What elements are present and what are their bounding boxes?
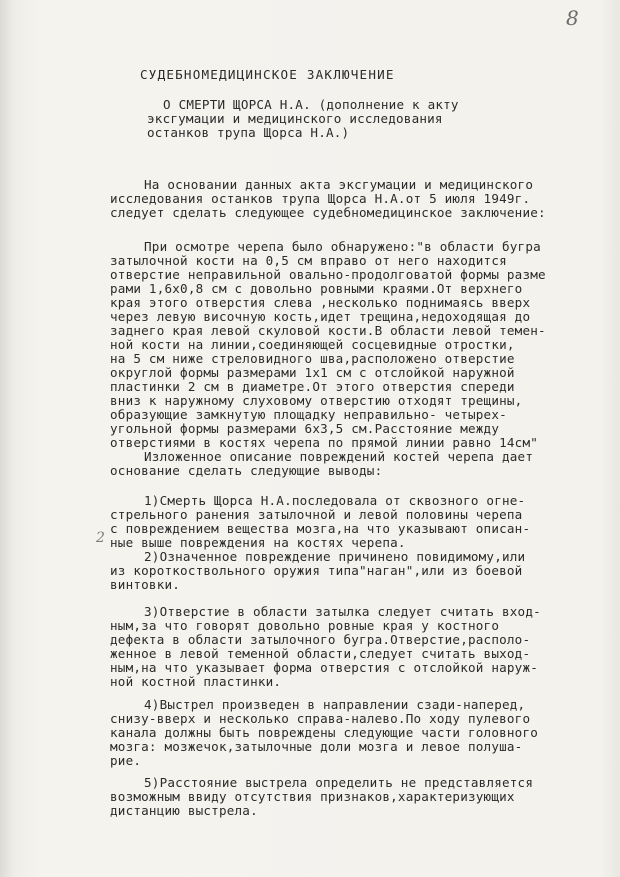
conclusion-4-line: 4)Выстрел произведен в направлении сзади-наперед, — [144, 697, 526, 712]
findings-line: ной кости на линии,соединяющей сосцевидные отростки, — [110, 337, 515, 352]
findings-line: края этого отверстия слева ,несколько поднимаясь вверх — [110, 295, 531, 310]
findings-line: основание сделать следующие выводы: — [110, 463, 383, 478]
conclusion-3-line: ным,за что говорят довольно ровные края у костного — [110, 618, 500, 633]
findings-line: угольной формы размерами 6х3,5 см.Расстояние между — [110, 421, 500, 436]
findings-line: через левую височную кость,идет трещина,недоходящая до — [110, 309, 531, 324]
conclusion-2-line: винтовки. — [110, 577, 181, 592]
intro-line: следует сделать следующее судебномедицинское заключение: — [110, 205, 546, 220]
findings-line: При осмотре черепа было обнаружено:"в области бугра — [144, 239, 541, 254]
findings-line: заднего края левой скуловой кости.В области левой темен- — [110, 323, 546, 338]
conclusion-1-line: ные выше повреждения на костях черепа. — [110, 535, 406, 550]
conclusion-2-line: 2)Означенное повреждение причинено повидимому,или — [144, 549, 526, 564]
subtitle-line: останков трупа Щорса Н.А.) — [147, 125, 350, 140]
conclusion-4-line: мозга: мозжечок,затылочные доли мозга и левое полуша- — [110, 739, 523, 754]
findings-line: отверстиями в костях черепа по прямой линии равно 14см" — [110, 435, 539, 450]
conclusion-3-line: ной костной пластинки. — [110, 674, 282, 689]
findings-line: пластинки 2 см в диаметре.От этого отверстия спереди — [110, 379, 515, 394]
findings-line: рами 1,6х0,8 см с довольно ровными краями.От верхнего — [110, 281, 523, 296]
conclusion-3-line: 3)Отверстие в области затылка следует считать вход- — [144, 604, 541, 619]
intro-line: На основании данных акта эксгумации и медицинского — [144, 177, 534, 192]
findings-line: на 5 см ниже стреловидного шва,расположено отверстие — [110, 351, 515, 366]
page-number: 8 — [566, 6, 579, 30]
conclusion-2-line: из короткоствольного оружия типа"наган",или из боевой — [110, 563, 523, 578]
conclusion-1-line: 1)Смерть Щорса Н.А.последовала от сквозного огне- — [144, 493, 526, 508]
margin-note: 2 — [96, 530, 105, 546]
subtitle-line: эксгумации и медицинского исследования — [147, 111, 443, 126]
findings-line: затылочной кости на 0,5 см вправо от него находится — [110, 253, 507, 268]
conclusion-4-line: снизу-вверх и несколько справа-налево.По ходу пулевого — [110, 711, 531, 726]
conclusion-3-line: ным,на что указывает форма отверстия с отслойкой наруж- — [110, 660, 539, 675]
conclusion-5-line: 5)Расстояние выстрела определить не представляется — [144, 775, 534, 790]
conclusion-1-line: стрельного ранения затылочной и левой половины черепа — [110, 507, 523, 522]
findings-line: вниз к наружному слуховому отверстию отходят трещины, — [110, 393, 523, 408]
conclusion-4-line: канала должны быть повреждены следующие части головного — [110, 725, 539, 740]
subtitle-line: О СМЕРТИ ЩОРСА Н.А. (дополнение к акту — [163, 97, 459, 112]
findings-line: Изложенное описание повреждений костей черепа дает — [144, 449, 534, 464]
conclusion-3-line: дефекта в области затылочного бугра.Отверстие,располо- — [110, 632, 531, 647]
conclusion-5-line: дистанцию выстрела. — [110, 803, 258, 818]
conclusion-1-line: с повреждением вещества мозга,на что указывают описан- — [110, 521, 531, 536]
findings-line: округлой формы размерами 1х1 см с отслойкой наружной — [110, 365, 515, 380]
conclusion-3-line: женное в левой теменной области,следует считать выход- — [110, 646, 531, 661]
findings-line: отверстие неправильной овально-продолговатой формы разме — [110, 267, 546, 282]
intro-line: исследования останков трупа Щорса Н.А.от 5 июля 1949г. — [110, 191, 531, 206]
document-title: СУДЕБНОМЕДИЦИНСКОЕ ЗАКЛЮЧЕНИЕ — [140, 67, 395, 82]
conclusion-4-line: рие. — [110, 753, 142, 768]
findings-line: образующие замкнутую площадку неправильно- четырех- — [110, 407, 507, 422]
conclusion-5-line: возможным ввиду отсутствия признаков,характеризующих — [110, 789, 515, 804]
